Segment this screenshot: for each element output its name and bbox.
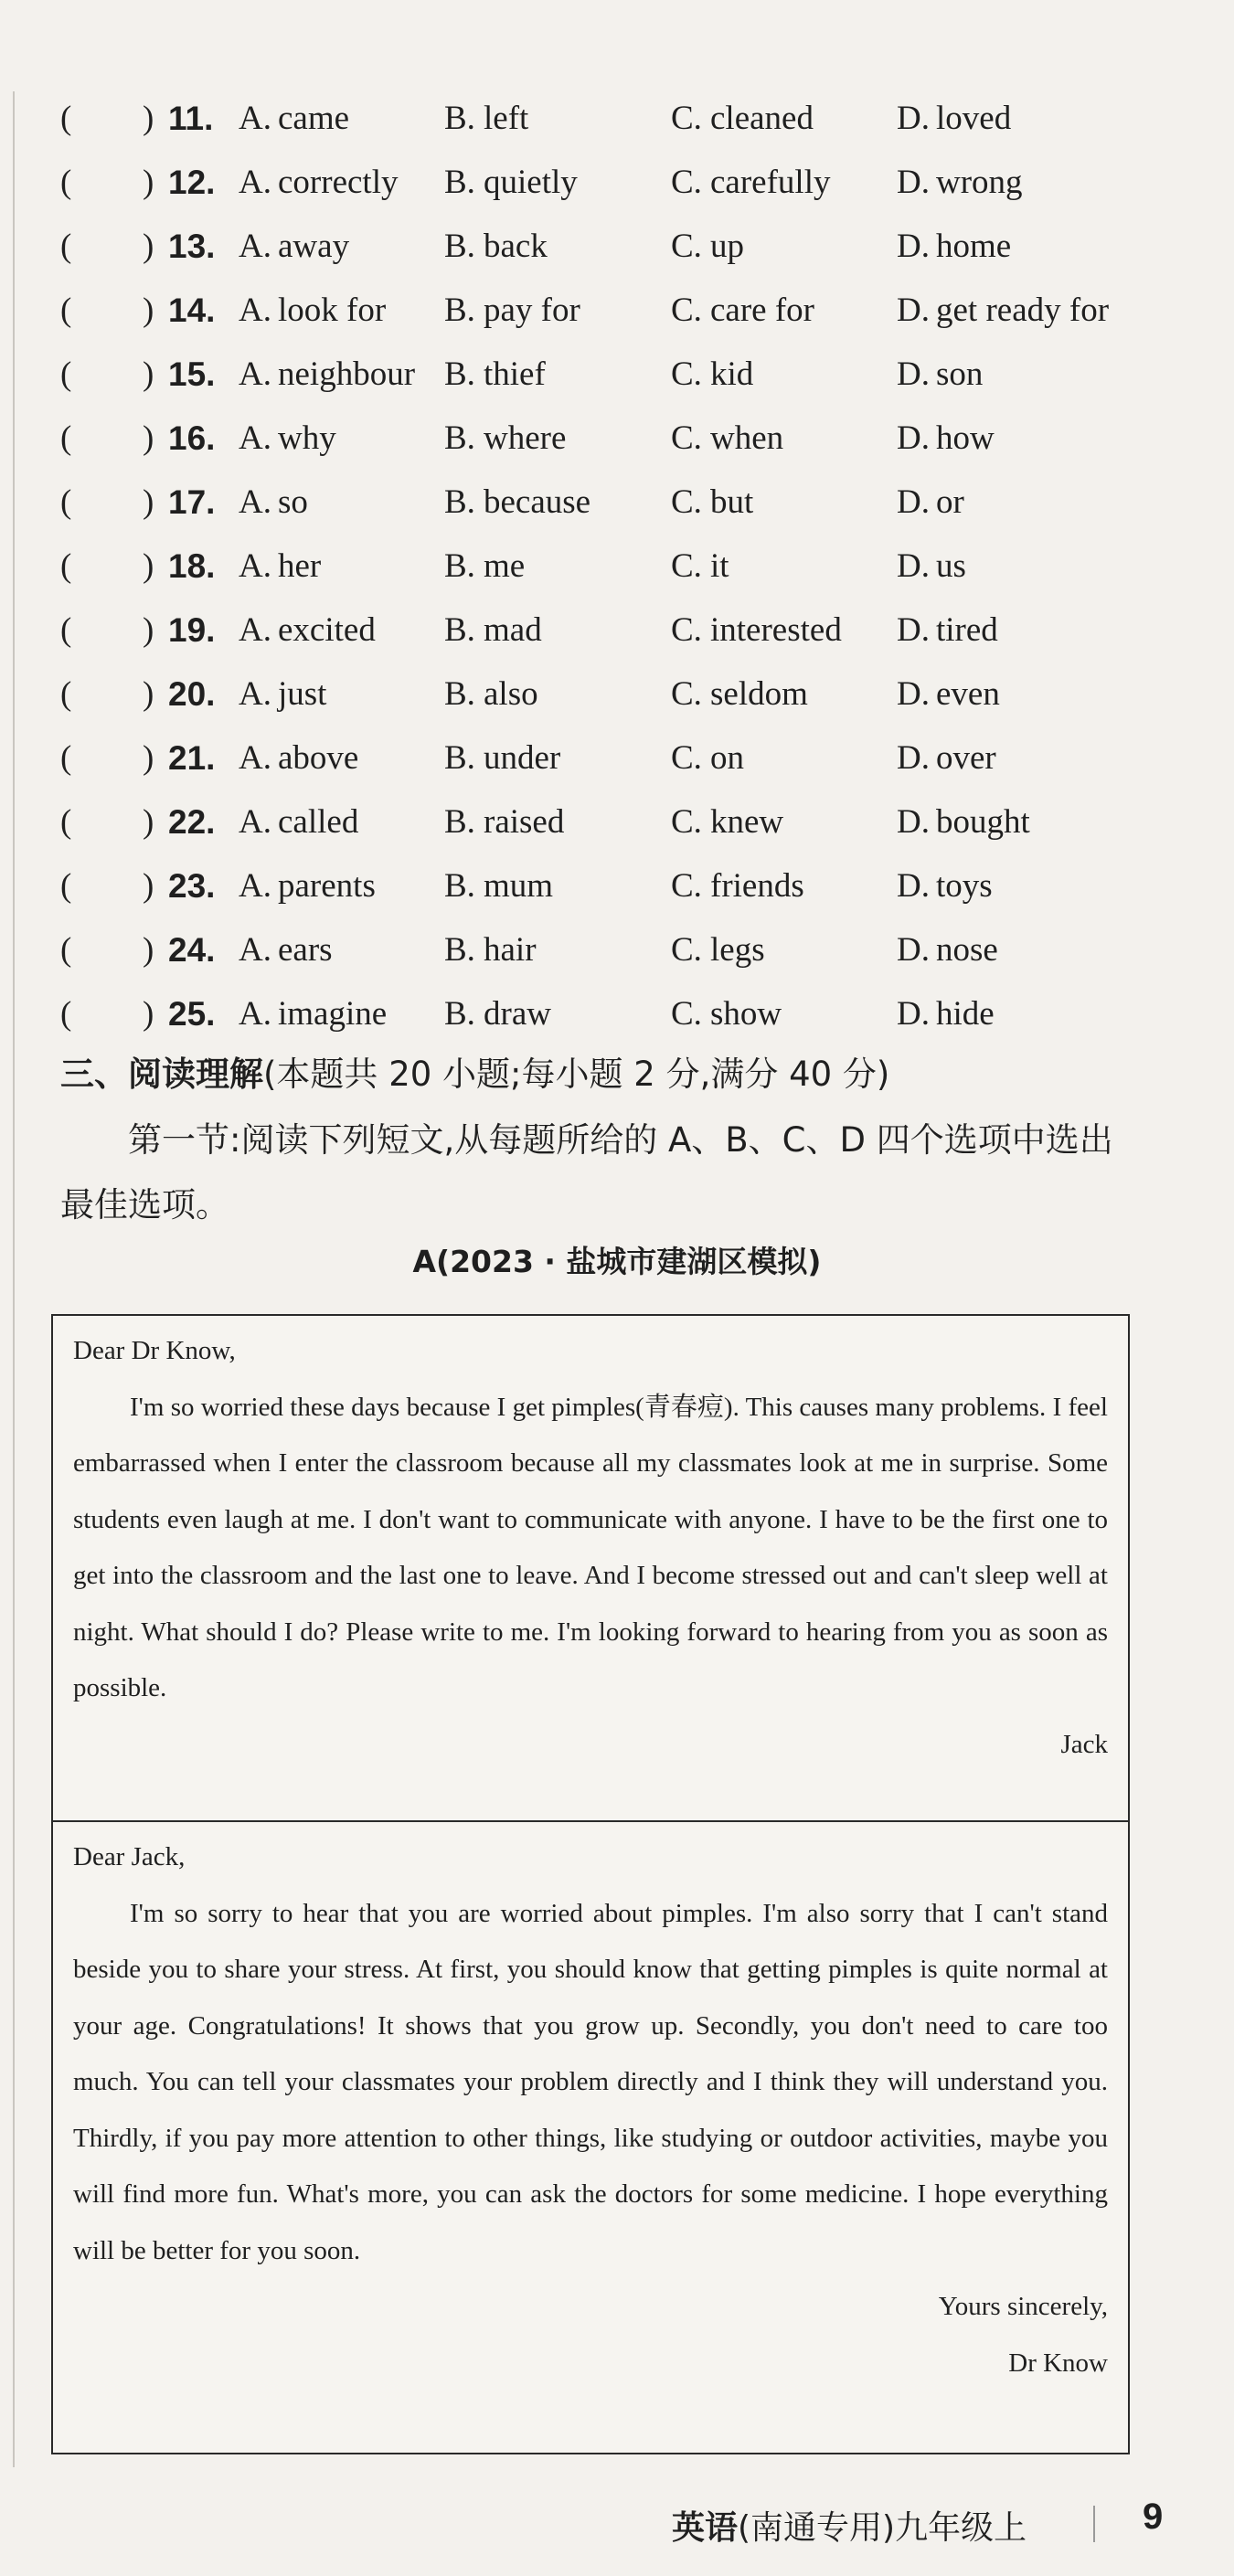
question-number: 20.	[168, 675, 216, 713]
answer-blank-open[interactable]: (	[60, 419, 72, 457]
option-text-b: hair	[484, 931, 537, 969]
answer-blank-close: )	[143, 164, 154, 201]
option-label-d: D.	[897, 419, 930, 457]
option-label-d: D.	[897, 931, 930, 969]
option-label-d: D.	[897, 803, 930, 841]
option-label-c: C.	[671, 675, 702, 713]
answer-blank-open[interactable]: (	[60, 355, 72, 393]
question-number: 24.	[168, 931, 216, 969]
question-row	[60, 726, 1175, 790]
option-text-a: correctly	[278, 164, 399, 201]
answer-blank-close: )	[143, 228, 154, 265]
question-row	[60, 151, 1175, 215]
footer-subject: 英语	[672, 2509, 739, 2547]
answer-blank-open[interactable]: (	[60, 995, 72, 1033]
answer-blank-close: )	[143, 547, 154, 585]
option-label-b: B.	[444, 483, 475, 521]
letter-closing: Yours sincerely,	[938, 2292, 1108, 2321]
option-label-b: B.	[444, 355, 475, 393]
option-label-c: C.	[671, 931, 702, 969]
question-number: 13.	[168, 228, 216, 265]
letter-signature: Dr Know	[1008, 2348, 1108, 2378]
option-label-b: B.	[444, 675, 475, 713]
option-text-c: up	[710, 228, 744, 265]
option-label-d: D.	[897, 739, 930, 777]
answer-blank-close: )	[143, 867, 154, 905]
option-label-a: A.	[239, 739, 271, 777]
answer-blank-open[interactable]: (	[60, 100, 72, 137]
option-text-c: friends	[710, 867, 804, 905]
question-row	[60, 471, 1175, 535]
option-label-c: C.	[671, 100, 702, 137]
question-row	[60, 918, 1175, 982]
option-text-a: ears	[278, 931, 333, 969]
option-text-d: get ready for	[936, 292, 1110, 329]
option-label-b: B.	[444, 867, 475, 905]
question-number: 22.	[168, 803, 216, 841]
option-label-b: B.	[444, 100, 475, 137]
option-label-c: C.	[671, 228, 702, 265]
option-text-d: son	[936, 355, 984, 393]
option-text-d: over	[936, 739, 996, 777]
question-row	[60, 215, 1175, 279]
option-label-a: A.	[239, 100, 271, 137]
option-text-a: came	[278, 100, 350, 137]
option-label-d: D.	[897, 355, 930, 393]
option-text-b: thief	[484, 355, 546, 393]
answer-blank-open[interactable]: (	[60, 547, 72, 585]
answer-blank-close: )	[143, 483, 154, 521]
option-text-b: pay for	[484, 292, 580, 329]
option-text-b: because	[484, 483, 591, 521]
option-text-d: how	[936, 419, 995, 457]
option-label-d: D.	[897, 675, 930, 713]
option-label-a: A.	[239, 995, 271, 1033]
option-text-a: just	[278, 675, 327, 713]
option-text-c: care for	[710, 292, 814, 329]
option-label-c: C.	[671, 995, 702, 1033]
answer-blank-close: )	[143, 292, 154, 329]
letter-dr-know	[73, 1829, 1108, 2391]
option-text-c: on	[710, 739, 744, 777]
option-label-d: D.	[897, 995, 930, 1033]
question-number: 23.	[168, 867, 216, 905]
option-label-a: A.	[239, 483, 271, 521]
question-row	[60, 535, 1175, 599]
question-number: 19.	[168, 611, 216, 649]
question-number: 25.	[168, 995, 216, 1033]
option-label-c: C.	[671, 611, 702, 649]
answer-blank-close: )	[143, 931, 154, 969]
letter-greeting: Dear Dr Know,	[73, 1336, 236, 1365]
option-text-a: above	[278, 739, 359, 777]
question-row	[60, 279, 1175, 343]
option-text-b: raised	[484, 803, 565, 841]
option-label-c: C.	[671, 803, 702, 841]
option-text-b: draw	[484, 995, 551, 1033]
option-label-d: D.	[897, 483, 930, 521]
option-label-a: A.	[239, 547, 271, 585]
footer-grade: 九年级上	[895, 2509, 1027, 2547]
option-label-a: A.	[239, 867, 271, 905]
option-text-a: away	[278, 228, 350, 265]
letter-body: I'm so worried these days because I get pimples(青春痘). This causes many problems. I feel embarrassed when I enter the classroom because all my classmates look at me in surprise. Some students even laugh at me. I don't want to communicate with anyone. I have to be the first one to get into the classroom and the last one to leave. And I become stressed out and can't sleep well at night. What should I do? Please write to me. I'm looking forward to hearing from you as soon as possible.	[73, 1392, 1108, 1702]
letter-box-jack	[51, 1314, 1130, 1822]
option-text-c: when	[710, 419, 784, 457]
option-label-b: B.	[444, 164, 475, 201]
option-label-a: A.	[239, 931, 271, 969]
option-text-d: wrong	[936, 164, 1023, 201]
question-row	[60, 854, 1175, 918]
option-text-c: it	[710, 547, 729, 585]
option-text-d: us	[936, 547, 966, 585]
letter-greeting: Dear Jack,	[73, 1842, 186, 1871]
question-row	[60, 407, 1175, 471]
option-text-d: tired	[936, 611, 998, 649]
answer-blank-close: )	[143, 739, 154, 777]
option-label-b: B.	[444, 292, 475, 329]
section-instruction-line2: 最佳选项。	[60, 1185, 229, 1224]
answer-blank-close: )	[143, 675, 154, 713]
option-label-b: B.	[444, 803, 475, 841]
page-footer	[672, 2502, 1027, 2549]
option-text-d: loved	[936, 100, 1012, 137]
option-text-a: her	[278, 547, 322, 585]
option-label-c: C.	[671, 292, 702, 329]
option-text-c: interested	[710, 611, 842, 649]
passage-title: A(2023 · 盐城市建湖区模拟)	[412, 1244, 822, 1279]
answer-blank-open[interactable]: (	[60, 739, 72, 777]
question-row	[60, 790, 1175, 854]
answer-blank-open[interactable]: (	[60, 867, 72, 905]
option-text-d: home	[936, 228, 1012, 265]
option-text-b: me	[484, 547, 526, 585]
option-label-a: A.	[239, 611, 271, 649]
option-text-c: kid	[710, 355, 754, 393]
question-row	[60, 982, 1175, 1046]
option-text-c: show	[710, 995, 782, 1033]
option-text-a: excited	[278, 611, 376, 649]
question-number: 14.	[168, 292, 216, 329]
question-number: 11.	[168, 100, 214, 137]
option-label-c: C.	[671, 867, 702, 905]
option-text-b: also	[484, 675, 538, 713]
option-text-b: back	[484, 228, 548, 265]
option-label-b: B.	[444, 995, 475, 1033]
option-label-a: A.	[239, 675, 271, 713]
option-text-a: imagine	[278, 995, 388, 1033]
answer-blank-close: )	[143, 803, 154, 841]
section-instruction-line1: 第一节:阅读下列短文,从每题所给的 A、B、C、D 四个选项中选出	[128, 1120, 1113, 1160]
question-row	[60, 343, 1175, 407]
letter-box-dr-know	[51, 1820, 1130, 2454]
option-label-a: A.	[239, 355, 271, 393]
option-label-c: C.	[671, 547, 702, 585]
option-text-a: neighbour	[278, 355, 416, 393]
option-text-b: mum	[484, 867, 554, 905]
question-row	[60, 87, 1175, 151]
answer-blank-open[interactable]: (	[60, 228, 72, 265]
option-label-b: B.	[444, 419, 475, 457]
option-text-b: under	[484, 739, 561, 777]
option-label-d: D.	[897, 867, 930, 905]
answer-blank-open[interactable]: (	[60, 483, 72, 521]
section-title-text: 三、阅读理解	[60, 1055, 263, 1094]
option-label-d: D.	[897, 100, 930, 137]
question-number: 12.	[168, 164, 216, 201]
option-text-d: hide	[936, 995, 995, 1033]
option-label-d: D.	[897, 547, 930, 585]
question-number: 16.	[168, 419, 216, 457]
answer-blank-close: )	[143, 419, 154, 457]
option-text-c: legs	[710, 931, 765, 969]
option-text-c: seldom	[710, 675, 808, 713]
question-row	[60, 663, 1175, 726]
option-label-a: A.	[239, 164, 271, 201]
option-text-c: but	[710, 483, 754, 521]
option-label-d: D.	[897, 611, 930, 649]
option-text-d: toys	[936, 867, 993, 905]
question-number: 15.	[168, 355, 216, 393]
option-text-d: or	[936, 483, 964, 521]
answer-blank-open[interactable]: (	[60, 611, 72, 649]
question-number: 17.	[168, 483, 216, 521]
page-number: 9	[1143, 2496, 1164, 2537]
answer-blank-open[interactable]: (	[60, 164, 72, 201]
option-label-b: B.	[444, 547, 475, 585]
answer-blank-close: )	[143, 100, 154, 137]
answer-blank-open[interactable]: (	[60, 292, 72, 329]
letter-signature: Jack	[1060, 1729, 1108, 1759]
option-label-b: B.	[444, 739, 475, 777]
letter-body: I'm so sorry to hear that you are worried about pimples. I'm also sorry that I can't stand beside you to share your stress. At first, you should know that getting pimples is quite normal at your age. Congratulations! It shows that you grow up. Secondly, you don't need to care too much. You can tell your classmates your problem directly and I think they will understand you. Thirdly, if you pay more attention to other things, like studying or outdoor activities, maybe you will find more fun. What's more, you can ask the doctors for some medicine. I hope everything will be better for you soon.	[73, 1898, 1108, 2265]
option-label-c: C.	[671, 164, 702, 201]
option-label-c: C.	[671, 355, 702, 393]
option-label-d: D.	[897, 164, 930, 201]
answer-blank-open[interactable]: (	[60, 931, 72, 969]
option-text-a: so	[278, 483, 308, 521]
option-label-a: A.	[239, 419, 271, 457]
answer-blank-open[interactable]: (	[60, 675, 72, 713]
option-label-c: C.	[671, 483, 702, 521]
option-text-a: look for	[278, 292, 387, 329]
footer-divider	[1093, 2506, 1095, 2542]
option-label-b: B.	[444, 611, 475, 649]
option-text-c: carefully	[710, 164, 831, 201]
option-label-c: C.	[671, 419, 702, 457]
option-text-b: mad	[484, 611, 542, 649]
question-row	[60, 599, 1175, 663]
option-label-d: D.	[897, 228, 930, 265]
option-text-a: why	[278, 419, 336, 457]
option-text-c: cleaned	[710, 100, 814, 137]
option-text-b: quietly	[484, 164, 578, 201]
option-text-b: where	[484, 419, 567, 457]
option-text-c: knew	[710, 803, 784, 841]
option-text-a: parents	[278, 867, 376, 905]
question-number: 21.	[168, 739, 216, 777]
option-text-d: even	[936, 675, 1000, 713]
answer-blank-close: )	[143, 611, 154, 649]
letter-jack	[73, 1323, 1108, 1773]
footer-edition: (南通专用)	[738, 2509, 896, 2547]
option-text-d: bought	[936, 803, 1030, 841]
option-label-b: B.	[444, 931, 475, 969]
answer-blank-close: )	[143, 355, 154, 393]
section-title	[60, 1046, 889, 1096]
option-label-a: A.	[239, 228, 271, 265]
option-label-b: B.	[444, 228, 475, 265]
option-label-c: C.	[671, 739, 702, 777]
option-label-a: A.	[239, 292, 271, 329]
option-label-d: D.	[897, 292, 930, 329]
option-text-a: called	[278, 803, 359, 841]
answer-blank-open[interactable]: (	[60, 803, 72, 841]
question-number: 18.	[168, 547, 216, 585]
answer-blank-close: )	[143, 995, 154, 1033]
section-subtitle: (本题共 20 小题;每小题 2 分,满分 40 分)	[263, 1055, 890, 1094]
option-text-d: nose	[936, 931, 998, 969]
option-label-a: A.	[239, 803, 271, 841]
option-text-b: left	[484, 100, 529, 137]
